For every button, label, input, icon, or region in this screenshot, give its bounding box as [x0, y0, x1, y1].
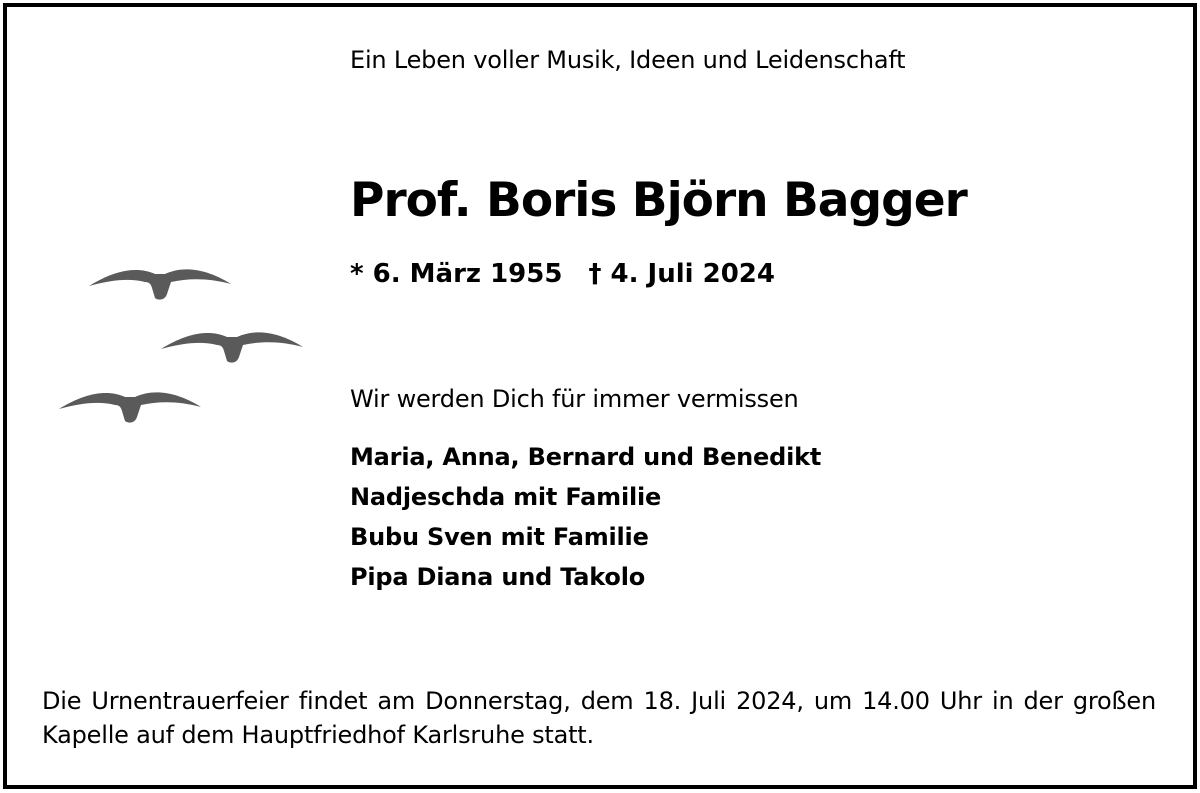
- farewell-line: Wir werden Dich für immer vermissen: [350, 385, 799, 413]
- mourner-entry: Pipa Diana und Takolo: [350, 563, 646, 591]
- bird-icon: [157, 323, 307, 369]
- death-date: † 4. Juli 2024: [588, 259, 775, 289]
- mourner-entry: Maria, Anna, Bernard und Benedikt: [350, 443, 822, 471]
- mourners-list: [350, 441, 821, 601]
- service-notice: Die Urnentrauerfeier findet am Donnerstag, dem 18. Juli 2024, um 14.00 Uhr in der großen Kapelle auf dem Hauptfriedhof Karlsruhe statt.: [42, 687, 1156, 749]
- mourner-entry: Bubu Sven mit Familie: [350, 523, 649, 551]
- deceased-name: Prof. Boris Björn Bagger: [350, 173, 967, 228]
- mourner-entry: Nadjeschda mit Familie: [350, 483, 662, 511]
- motto-line: Ein Leben voller Musik, Ideen und Leidenschaft: [350, 46, 906, 74]
- birth-date: * 6. März 1955: [350, 259, 563, 289]
- life-dates: [350, 259, 775, 289]
- bird-icon: [85, 260, 235, 306]
- bird-icon: [55, 383, 205, 429]
